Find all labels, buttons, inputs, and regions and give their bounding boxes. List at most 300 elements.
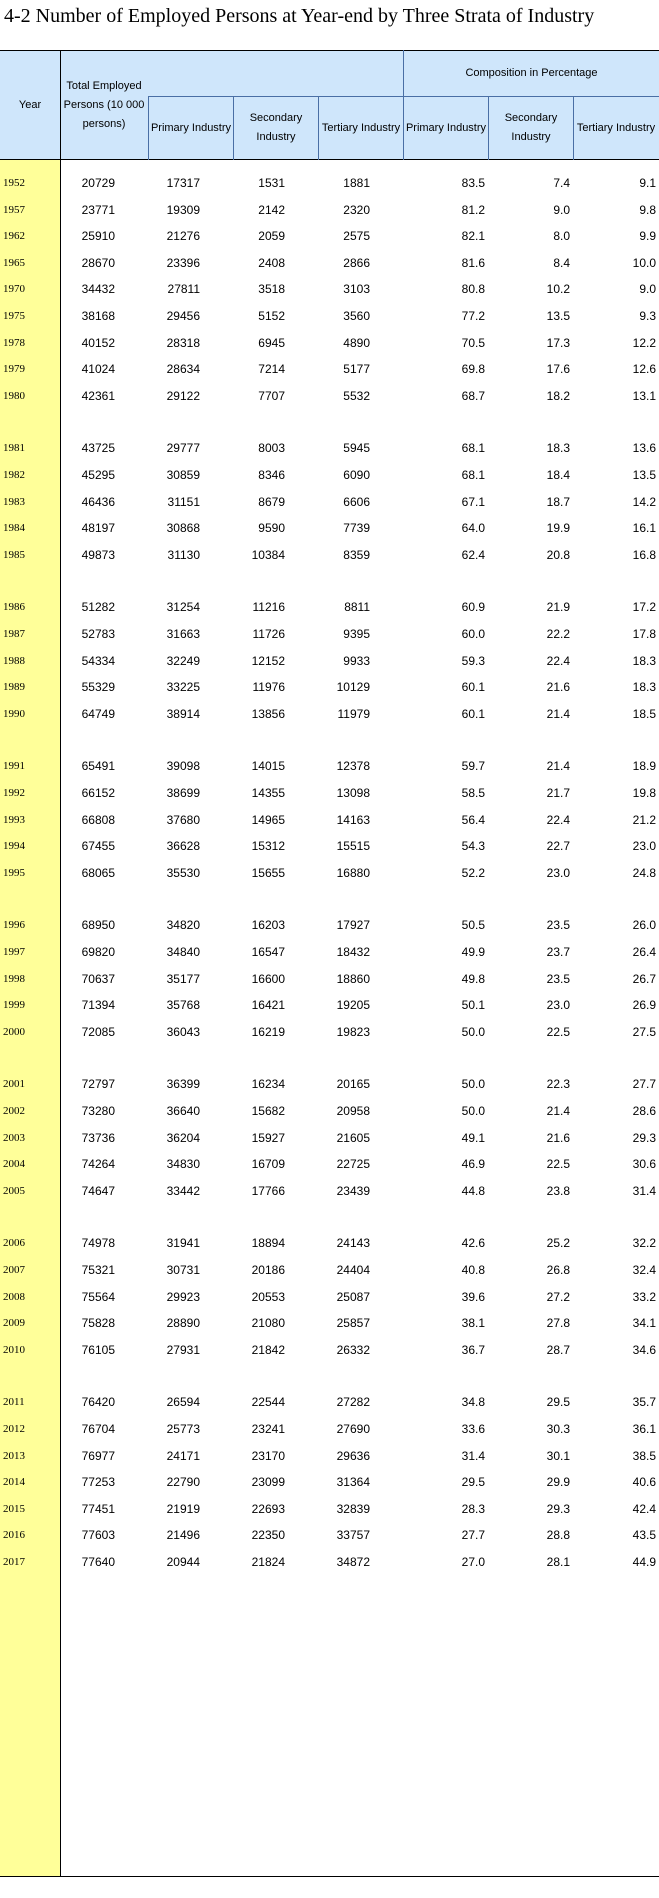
p1-cell: 28.3: [461, 1501, 485, 1516]
secondary-cell: 23099: [251, 1475, 285, 1490]
total-cell: 77640: [81, 1555, 115, 1569]
tertiary-cell: 21605: [336, 1130, 370, 1145]
p3-cell: 26.7: [632, 971, 656, 986]
p3-cell: 9.1: [639, 176, 656, 190]
secondary-cell: 14965: [251, 812, 285, 827]
p3-cell: 18.5: [632, 706, 656, 721]
p1-cell: 29.5: [461, 1475, 485, 1490]
year-cell: 1999: [3, 999, 25, 1012]
tertiary-cell: 18860: [336, 971, 370, 986]
header-primary: Primary Industry: [150, 121, 232, 134]
tertiary-cell: 15515: [336, 839, 370, 854]
tertiary-cell: 9933: [343, 653, 370, 668]
total-cell: 23771: [81, 202, 115, 217]
primary-cell: 35177: [166, 971, 200, 986]
p2-cell: 22.5: [546, 1157, 570, 1172]
p1-cell: 42.6: [461, 1236, 485, 1251]
year-cell: 1991: [3, 760, 25, 773]
p2-cell: 17.6: [546, 362, 570, 377]
p1-cell: 49.9: [461, 945, 485, 959]
p1-cell: 59.3: [461, 653, 485, 668]
year-cell: 1988: [3, 654, 25, 667]
p2-cell: 18.7: [546, 494, 570, 509]
total-cell: 76105: [81, 1342, 115, 1357]
p2-cell: 21.4: [546, 759, 570, 774]
secondary-cell: 10384: [251, 547, 285, 562]
total-cell: 40152: [81, 335, 115, 350]
p2-cell: 23.5: [546, 918, 570, 933]
p1-cell: 44.8: [461, 1183, 485, 1198]
tertiary-cell: 2575: [343, 229, 370, 244]
p2-cell: 10.2: [546, 282, 570, 297]
p1-cell: 70.5: [461, 335, 485, 350]
tertiary-cell: 14163: [336, 812, 370, 827]
secondary-cell: 6945: [258, 335, 285, 350]
p2-cell: 28.7: [546, 1342, 570, 1357]
primary-cell: 34840: [166, 945, 200, 959]
year-cell: 1957: [3, 203, 25, 216]
p3-cell: 27.7: [632, 1077, 656, 1092]
p1-cell: 50.5: [461, 918, 485, 933]
secondary-cell: 23241: [251, 1422, 285, 1436]
p3-cell: 16.8: [632, 547, 656, 562]
p3-cell: 35.7: [632, 1395, 656, 1410]
p2-cell: 23.7: [546, 945, 570, 959]
p1-cell: 62.4: [461, 547, 485, 562]
p3-cell: 26.0: [632, 918, 656, 933]
tertiary-cell: 10129: [336, 680, 370, 695]
total-cell: 72085: [81, 1024, 115, 1039]
total-cell: 66152: [81, 786, 115, 800]
tertiary-cell: 18432: [336, 945, 370, 959]
p3-cell: 17.2: [632, 600, 656, 615]
p2-cell: 18.3: [546, 441, 570, 456]
total-cell: 68950: [81, 918, 115, 933]
table-row: [0, 1334, 659, 1366]
year-cell: 1987: [3, 628, 25, 640]
secondary-cell: 11216: [252, 600, 285, 615]
p2-cell: 29.3: [546, 1501, 570, 1516]
tertiary-cell: 5532: [343, 388, 370, 403]
p3-cell: 32.4: [632, 1263, 656, 1277]
primary-cell: 29923: [166, 1289, 200, 1304]
p1-cell: 60.0: [461, 627, 485, 641]
secondary-cell: 21842: [251, 1342, 285, 1357]
secondary-cell: 2059: [258, 229, 285, 244]
total-cell: 52783: [81, 627, 115, 641]
secondary-cell: 13856: [251, 706, 285, 721]
primary-cell: 33225: [166, 680, 200, 695]
year-cell: 1986: [3, 601, 25, 614]
p2-cell: 18.4: [546, 468, 570, 482]
tertiary-cell: 12378: [336, 759, 370, 774]
total-cell: 74978: [81, 1236, 115, 1251]
total-cell: 76420: [81, 1395, 115, 1410]
p3-cell: 18.9: [632, 759, 656, 774]
p2-cell: 28.8: [546, 1528, 570, 1543]
secondary-cell: 5152: [258, 309, 285, 323]
primary-cell: 35530: [166, 865, 200, 880]
primary-cell: 31663: [166, 627, 200, 641]
p3-cell: 31.4: [632, 1183, 656, 1198]
year-cell: 1997: [3, 946, 25, 958]
secondary-cell: 16547: [251, 945, 285, 959]
primary-cell: 28318: [166, 335, 200, 350]
p1-cell: 27.0: [461, 1555, 485, 1569]
table-row: [0, 1546, 659, 1578]
primary-cell: 24171: [166, 1448, 200, 1463]
year-cell: 2016: [3, 1529, 25, 1542]
secondary-cell: 14355: [251, 786, 285, 800]
p1-cell: 50.0: [461, 1104, 485, 1118]
total-cell: 49873: [81, 547, 115, 562]
p1-cell: 69.8: [461, 362, 485, 377]
primary-cell: 21919: [166, 1501, 200, 1516]
total-cell: 67455: [81, 839, 115, 854]
total-cell: 65491: [81, 759, 115, 774]
total-cell: 73280: [81, 1104, 115, 1118]
primary-cell: 28634: [166, 362, 200, 377]
p3-cell: 9.9: [639, 229, 656, 244]
p2-cell: 25.2: [546, 1236, 570, 1251]
total-cell: 68065: [81, 865, 115, 880]
p1-cell: 59.7: [461, 759, 485, 774]
total-cell: 77253: [81, 1475, 115, 1490]
total-cell: 51282: [81, 600, 115, 615]
secondary-cell: 7214: [258, 362, 285, 377]
year-cell: 2007: [3, 1264, 25, 1276]
p3-cell: 34.1: [632, 1316, 656, 1331]
year-cell: 2001: [3, 1078, 25, 1091]
secondary-cell: 15682: [251, 1104, 285, 1118]
table-row: [0, 380, 659, 412]
p1-cell: 50.0: [461, 1077, 485, 1092]
header-composition: Composition in Percentage: [465, 66, 598, 79]
year-cell: 2017: [3, 1556, 25, 1568]
p2-cell: 21.9: [546, 600, 570, 615]
secondary-cell: 18894: [251, 1236, 285, 1251]
year-cell: 1978: [3, 336, 25, 349]
year-cell: 2010: [3, 1343, 25, 1356]
tertiary-cell: 2320: [343, 202, 370, 217]
total-cell: 75321: [81, 1263, 115, 1277]
year-cell: 2011: [3, 1396, 25, 1409]
table-row: [0, 857, 659, 889]
year-cell: 2014: [3, 1476, 25, 1489]
primary-cell: 29456: [166, 309, 200, 323]
total-cell: 25910: [81, 229, 115, 244]
tertiary-cell: 3560: [343, 309, 370, 323]
header-pct-primary: Primary Industry: [405, 121, 487, 134]
p1-cell: 83.5: [461, 176, 485, 190]
year-cell: 1962: [3, 230, 25, 243]
p2-cell: 23.0: [546, 998, 570, 1013]
header-bottom-rule: [0, 159, 659, 160]
p3-cell: 16.1: [632, 521, 656, 536]
year-cell: 1982: [3, 469, 25, 481]
year-cell: 1952: [3, 177, 25, 189]
primary-cell: 23396: [166, 255, 200, 270]
secondary-cell: 11976: [252, 680, 285, 695]
p3-cell: 24.8: [632, 865, 656, 880]
primary-cell: 31941: [166, 1236, 200, 1251]
p1-cell: 60.9: [461, 600, 485, 615]
p1-cell: 68.1: [461, 468, 485, 482]
tertiary-cell: 31364: [336, 1475, 370, 1490]
header-tertiary: Tertiary Industry: [321, 121, 401, 134]
total-cell: 77603: [81, 1528, 115, 1543]
secondary-cell: 8346: [258, 468, 285, 482]
tertiary-cell: 23439: [336, 1183, 370, 1198]
total-cell: 73736: [81, 1130, 115, 1145]
p2-cell: 30.3: [546, 1422, 570, 1436]
primary-cell: 19309: [166, 202, 200, 217]
tertiary-cell: 4890: [343, 335, 370, 350]
tertiary-cell: 1881: [343, 176, 370, 190]
p1-cell: 40.8: [461, 1263, 485, 1277]
p3-cell: 19.8: [632, 786, 656, 800]
secondary-cell: 15927: [251, 1130, 285, 1145]
p1-cell: 68.7: [461, 388, 485, 403]
year-cell: 1980: [3, 389, 25, 402]
p2-cell: 20.8: [546, 547, 570, 562]
p1-cell: 64.0: [461, 521, 485, 536]
primary-cell: 21496: [166, 1528, 200, 1543]
tertiary-cell: 20165: [336, 1077, 370, 1092]
p2-cell: 21.7: [546, 786, 570, 800]
tertiary-cell: 8359: [343, 547, 370, 562]
tertiary-cell: 9395: [343, 627, 370, 641]
year-cell: 1979: [3, 363, 25, 376]
primary-cell: 30868: [166, 521, 200, 536]
year-cell: 2000: [3, 1025, 25, 1038]
year-cell: 1995: [3, 866, 25, 879]
total-cell: 75828: [81, 1316, 115, 1331]
primary-cell: 17317: [166, 176, 200, 190]
secondary-cell: 22693: [251, 1501, 285, 1516]
p2-cell: 7.4: [553, 176, 570, 190]
p1-cell: 54.3: [461, 839, 485, 854]
header-year: Year: [18, 98, 42, 111]
p1-cell: 58.5: [461, 786, 485, 800]
primary-cell: 30859: [166, 468, 200, 482]
header-pct-tertiary: Tertiary Industry: [576, 121, 656, 134]
tertiary-cell: 29636: [336, 1448, 370, 1463]
primary-cell: 36640: [166, 1104, 200, 1118]
primary-cell: 39098: [166, 759, 200, 774]
p3-cell: 42.4: [632, 1501, 656, 1516]
tertiary-cell: 24404: [336, 1263, 370, 1277]
secondary-cell: 21824: [251, 1555, 285, 1569]
p3-cell: 13.5: [632, 468, 656, 482]
p3-cell: 23.0: [632, 839, 656, 854]
p3-cell: 34.6: [632, 1342, 656, 1357]
p3-cell: 26.4: [632, 945, 656, 959]
primary-cell: 25773: [166, 1422, 200, 1436]
p3-cell: 29.3: [632, 1130, 656, 1145]
year-cell: 2015: [3, 1502, 25, 1515]
primary-cell: 38699: [166, 786, 200, 800]
secondary-cell: 11726: [252, 627, 285, 641]
p3-cell: 9.0: [639, 282, 656, 297]
p2-cell: 22.2: [546, 627, 570, 641]
p3-cell: 13.1: [632, 388, 656, 403]
secondary-cell: 16600: [251, 971, 285, 986]
p3-cell: 18.3: [632, 653, 656, 668]
primary-cell: 35768: [166, 998, 200, 1013]
year-cell: 1990: [3, 707, 25, 720]
secondary-cell: 2142: [258, 202, 285, 217]
p2-cell: 27.2: [546, 1289, 570, 1304]
p3-cell: 30.6: [632, 1157, 656, 1172]
tertiary-cell: 25087: [336, 1289, 370, 1304]
secondary-cell: 3518: [258, 282, 285, 297]
p3-cell: 18.3: [632, 680, 656, 695]
year-cell: 2012: [3, 1423, 25, 1435]
secondary-cell: 16219: [251, 1024, 285, 1039]
tertiary-cell: 6090: [343, 468, 370, 482]
p2-cell: 8.4: [553, 255, 570, 270]
secondary-cell: 2408: [258, 255, 285, 270]
year-cell: 2008: [3, 1290, 25, 1303]
p1-cell: 81.2: [461, 202, 485, 217]
primary-cell: 22790: [166, 1475, 200, 1490]
total-cell: 48197: [81, 521, 115, 536]
p2-cell: 23.8: [546, 1183, 570, 1198]
total-cell: 66808: [81, 812, 115, 827]
table-row: [0, 539, 659, 571]
total-cell: 74647: [81, 1183, 115, 1198]
p1-cell: 33.6: [461, 1422, 485, 1436]
p2-cell: 22.3: [546, 1077, 570, 1092]
primary-cell: 27931: [166, 1342, 200, 1357]
tertiary-cell: 11979: [337, 706, 370, 721]
table-row: [0, 1175, 659, 1207]
year-cell: 2013: [3, 1449, 25, 1462]
total-cell: 64749: [81, 706, 115, 721]
p3-cell: 9.8: [639, 202, 656, 217]
year-cell: 1993: [3, 813, 25, 826]
tertiary-cell: 26332: [336, 1342, 370, 1357]
primary-cell: 37680: [166, 812, 200, 827]
tertiary-cell: 6606: [343, 494, 370, 509]
year-cell: 1989: [3, 681, 25, 694]
p2-cell: 17.3: [546, 335, 570, 350]
primary-cell: 36399: [166, 1077, 200, 1092]
year-cell: 2002: [3, 1105, 25, 1117]
primary-cell: 21276: [166, 229, 200, 244]
tertiary-cell: 33757: [336, 1528, 370, 1543]
tertiary-cell: 24143: [336, 1236, 370, 1251]
p2-cell: 27.8: [546, 1316, 570, 1331]
header-secondary: Secondary Industry: [249, 112, 303, 143]
total-cell: 38168: [81, 309, 115, 323]
secondary-cell: 7707: [258, 388, 285, 403]
header-pct-secondary: Secondary Industry: [504, 112, 558, 143]
total-cell: 34432: [81, 282, 115, 297]
p2-cell: 9.0: [553, 202, 570, 217]
secondary-cell: 16421: [251, 998, 285, 1013]
tertiary-cell: 22725: [336, 1157, 370, 1172]
total-cell: 46436: [81, 494, 115, 509]
p2-cell: 30.1: [546, 1448, 570, 1463]
primary-cell: 31254: [166, 600, 200, 615]
total-cell: 42361: [81, 388, 115, 403]
total-cell: 71394: [81, 998, 115, 1013]
p3-cell: 13.6: [632, 441, 656, 456]
secondary-cell: 14015: [251, 759, 285, 774]
p3-cell: 40.6: [632, 1475, 656, 1490]
secondary-cell: 12152: [251, 653, 285, 668]
p1-cell: 60.1: [461, 706, 485, 721]
primary-cell: 36204: [166, 1130, 200, 1145]
tertiary-cell: 13098: [336, 786, 370, 800]
primary-cell: 30731: [166, 1263, 200, 1277]
page-title: 4-2 Number of Employed Persons at Year-end by Three Strata of Industry: [4, 5, 595, 27]
p3-cell: 44.9: [632, 1555, 656, 1569]
p3-cell: 17.8: [632, 627, 656, 641]
p3-cell: 28.6: [632, 1104, 656, 1118]
tertiary-cell: 2866: [343, 255, 370, 270]
p1-cell: 52.2: [461, 865, 485, 880]
p2-cell: 26.8: [546, 1263, 570, 1277]
year-cell: 1998: [3, 972, 25, 985]
p2-cell: 29.5: [546, 1395, 570, 1410]
primary-cell: 28890: [166, 1316, 200, 1331]
p1-cell: 67.1: [461, 494, 485, 509]
p1-cell: 38.1: [461, 1316, 485, 1331]
tertiary-cell: 3103: [343, 282, 370, 297]
p3-cell: 36.1: [632, 1422, 656, 1436]
p3-cell: 26.9: [632, 998, 656, 1013]
primary-cell: 31151: [167, 494, 200, 509]
table-row: [0, 698, 659, 730]
year-cell: 2009: [3, 1317, 25, 1330]
primary-cell: 31130: [167, 547, 200, 562]
primary-cell: 36043: [166, 1024, 200, 1039]
tertiary-cell: 20958: [336, 1104, 370, 1118]
primary-cell: 20944: [166, 1555, 200, 1569]
secondary-cell: 23170: [251, 1448, 285, 1463]
primary-cell: 27811: [167, 282, 200, 297]
primary-cell: 29122: [166, 388, 200, 403]
primary-cell: 26594: [166, 1395, 200, 1410]
year-cell: 1985: [3, 548, 25, 561]
total-cell: 76704: [81, 1422, 115, 1436]
p3-cell: 9.3: [639, 309, 656, 323]
secondary-cell: 9590: [258, 521, 285, 536]
p1-cell: 68.1: [461, 441, 485, 456]
secondary-cell: 15655: [251, 865, 285, 880]
p1-cell: 39.6: [461, 1289, 485, 1304]
total-cell: 76977: [81, 1448, 115, 1463]
p2-cell: 21.6: [546, 1130, 570, 1145]
p2-cell: 22.4: [546, 653, 570, 668]
secondary-cell: 22350: [251, 1528, 285, 1543]
primary-cell: 29777: [166, 441, 200, 456]
tertiary-cell: 19823: [336, 1024, 370, 1039]
p2-cell: 29.9: [546, 1475, 570, 1490]
p2-cell: 23.5: [546, 971, 570, 986]
p2-cell: 21.4: [546, 706, 570, 721]
p1-cell: 80.8: [461, 282, 485, 297]
total-cell: 70637: [81, 971, 115, 986]
p1-cell: 34.8: [461, 1395, 485, 1410]
secondary-cell: 20553: [251, 1289, 285, 1304]
tertiary-cell: 5945: [343, 441, 370, 456]
secondary-cell: 8003: [258, 441, 285, 456]
total-cell: 45295: [81, 468, 115, 482]
